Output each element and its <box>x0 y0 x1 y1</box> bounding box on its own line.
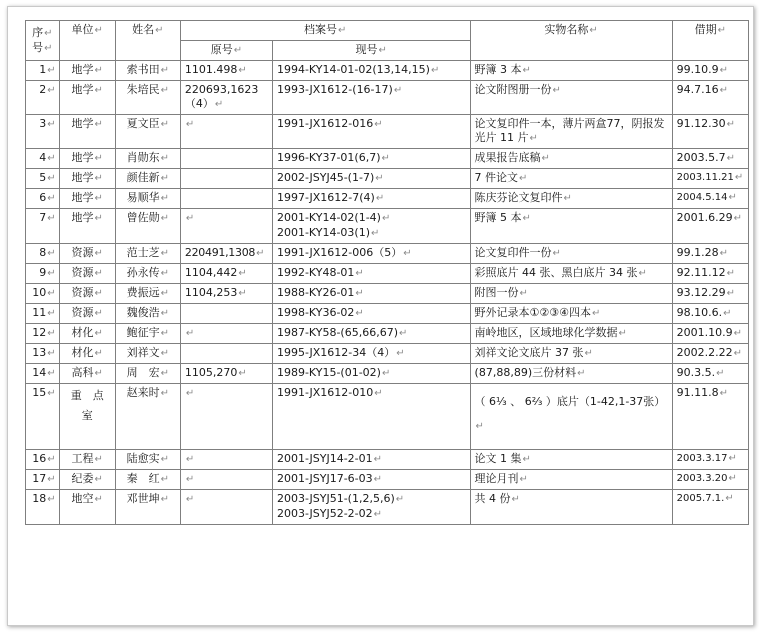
cell-unit: 地学↵ <box>59 149 115 169</box>
cell-loan-date: 2004.5.14↵ <box>672 189 748 209</box>
cell-current-no: 1997-JX1612-7(4)↵ <box>272 189 470 209</box>
cell-unit: 地学↵ <box>59 189 115 209</box>
cell-seq: 14↵ <box>26 364 60 384</box>
cell-item-name: 陈庆芬论文复印件↵ <box>470 189 672 209</box>
cell-name: 范士芝↵ <box>115 244 180 264</box>
cell-unit: 地学↵ <box>59 81 115 115</box>
header-archive-no: 档案号↵ <box>180 21 470 41</box>
cell-original-no: 1101.498↵ <box>180 61 272 81</box>
cell-seq: 9↵ <box>26 264 60 284</box>
cell-unit: 材化↵ <box>59 344 115 364</box>
table-row <box>26 450 749 470</box>
cell-name: 魏俊浩↵ <box>115 304 180 324</box>
cell-name: 邓世坤↵ <box>115 490 180 525</box>
header-loan-date: 借期↵ <box>672 21 748 61</box>
cell-current-no: 2001-KY14-02(1-4)↵ 2001-KY14-03(1)↵ <box>272 209 470 244</box>
cell-item-name: (87,88,89)三份材料↵ <box>470 364 672 384</box>
cell-original-no: ↵ <box>180 115 272 149</box>
cell-unit: 地学↵ <box>59 169 115 189</box>
cell-seq: 7↵ <box>26 209 60 244</box>
cell-current-no: 2003-JSYJ51-(1,2,5,6)↵ 2003-JSYJ52-2-02↵ <box>272 490 470 525</box>
cell-item-name: 7 件论文↵ <box>470 169 672 189</box>
header-current-no: 现号↵ <box>272 41 470 61</box>
cell-original-no: ↵ <box>180 209 272 244</box>
cell-loan-date: 2003.5.7↵ <box>672 149 748 169</box>
table-row <box>26 364 749 384</box>
cell-original-no <box>180 344 272 364</box>
cell-seq: 11↵ <box>26 304 60 324</box>
cell-item-name: （ 6⅓ 、 6⅔ ）底片（1-42,1-37张）↵ <box>470 384 672 450</box>
cell-name: 费振远↵ <box>115 284 180 304</box>
cell-original-no: ↵ <box>180 490 272 525</box>
cell-name: 易顺华↵ <box>115 189 180 209</box>
table-body <box>26 61 749 525</box>
cell-unit: 材化↵ <box>59 324 115 344</box>
cell-item-name: 论文复印件一本，薄片两盒77，阴报发光片 11 片↵ <box>470 115 672 149</box>
cell-loan-date: 99.1.28↵ <box>672 244 748 264</box>
cell-current-no: 1995-JX1612-34（4）↵ <box>272 344 470 364</box>
cell-seq: 6↵ <box>26 189 60 209</box>
table-row <box>26 115 749 149</box>
cell-unit: 资源↵ <box>59 264 115 284</box>
cell-name: 周 宏↵ <box>115 364 180 384</box>
cell-current-no: 1994-KY14-01-02(13,14,15)↵ <box>272 61 470 81</box>
table-row <box>26 324 749 344</box>
table-row <box>26 304 749 324</box>
cell-original-no: 1104,442↵ <box>180 264 272 284</box>
cell-loan-date: 2002.2.22↵ <box>672 344 748 364</box>
cell-current-no: 2002-JSYJ45-(1-7)↵ <box>272 169 470 189</box>
cell-name: 曾佐勋↵ <box>115 209 180 244</box>
table-row <box>26 264 749 284</box>
cell-current-no: 2001-JSYJ14-2-01↵ <box>272 450 470 470</box>
cell-unit: 资源↵ <box>59 284 115 304</box>
cell-seq: 18↵ <box>26 490 60 525</box>
cell-item-name: 理论月刊↵ <box>470 470 672 490</box>
cell-item-name: 野外记录本①②③④四本↵ <box>470 304 672 324</box>
cell-unit: 资源↵ <box>59 244 115 264</box>
cell-loan-date: 98.10.6.↵ <box>672 304 748 324</box>
cell-unit: 工程↵ <box>59 450 115 470</box>
cell-item-name: 附图一份↵ <box>470 284 672 304</box>
cell-loan-date: 94.7.16↵ <box>672 81 748 115</box>
cell-loan-date: 2001.10.9↵ <box>672 324 748 344</box>
cell-original-no <box>180 304 272 324</box>
header-original-no: 原号↵ <box>180 41 272 61</box>
cell-unit: 地空↵ <box>59 490 115 525</box>
document-page <box>7 6 754 626</box>
table-row <box>26 344 749 364</box>
cell-loan-date: 2003.3.17↵ <box>672 450 748 470</box>
cell-loan-date: 90.3.5.↵ <box>672 364 748 384</box>
table-header <box>26 21 749 61</box>
cell-seq: 16↵ <box>26 450 60 470</box>
cell-loan-date: 91.11.8↵ <box>672 384 748 450</box>
cell-original-no: ↵ <box>180 450 272 470</box>
cell-unit: 地学↵ <box>59 61 115 81</box>
cell-current-no: 1991-JX1612-010↵ <box>272 384 470 450</box>
table-row <box>26 209 749 244</box>
cell-seq: 17↵ <box>26 470 60 490</box>
cell-item-name: 成果报告底稿↵ <box>470 149 672 169</box>
cell-original-no: ↵ <box>180 324 272 344</box>
cell-unit: 重 点 室 <box>59 384 115 450</box>
cell-loan-date: 2005.7.1.↵ <box>672 490 748 525</box>
cell-name: 刘祥文↵ <box>115 344 180 364</box>
cell-original-no: 220693,1623（4）↵ <box>180 81 272 115</box>
cell-current-no: 1998-KY36-02↵ <box>272 304 470 324</box>
cell-seq: 13↵ <box>26 344 60 364</box>
header-item-name: 实物名称↵ <box>470 21 672 61</box>
cell-unit: 高科↵ <box>59 364 115 384</box>
cell-current-no: 1992-KY48-01↵ <box>272 264 470 284</box>
cell-current-no: 1991-JX1612-006（5）↵ <box>272 244 470 264</box>
cell-seq: 4↵ <box>26 149 60 169</box>
cell-current-no: 2001-JSYJ17-6-03↵ <box>272 470 470 490</box>
loan-record-table <box>25 20 749 525</box>
table-row <box>26 189 749 209</box>
cell-seq: 3↵ <box>26 115 60 149</box>
cell-loan-date: 99.10.9↵ <box>672 61 748 81</box>
cell-name: 颜佳新↵ <box>115 169 180 189</box>
table-row <box>26 490 749 525</box>
cell-seq: 2↵ <box>26 81 60 115</box>
cell-current-no: 1989-KY15-(01-02)↵ <box>272 364 470 384</box>
cell-name: 索书田↵ <box>115 61 180 81</box>
cell-seq: 12↵ <box>26 324 60 344</box>
cell-original-no: 1104,253↵ <box>180 284 272 304</box>
cell-unit: 纪委↵ <box>59 470 115 490</box>
cell-item-name: 野簿 5 本↵ <box>470 209 672 244</box>
cell-name: 夏文臣↵ <box>115 115 180 149</box>
cell-item-name: 南岭地区，区域地球化学数据↵ <box>470 324 672 344</box>
cell-original-no: ↵ <box>180 384 272 450</box>
cell-unit: 资源↵ <box>59 304 115 324</box>
cell-item-name: 论文复印件一份↵ <box>470 244 672 264</box>
cell-original-no: ↵ <box>180 470 272 490</box>
cell-loan-date: 91.12.30↵ <box>672 115 748 149</box>
cell-item-name: 论文附图册一份↵ <box>470 81 672 115</box>
table-row <box>26 61 749 81</box>
header-seq: 序↵ 号↵ <box>26 21 60 61</box>
cell-name: 陆愈实↵ <box>115 450 180 470</box>
cell-current-no: 1993-JX1612-(16-17)↵ <box>272 81 470 115</box>
cell-current-no: 1991-JX1612-016↵ <box>272 115 470 149</box>
cell-unit: 地学↵ <box>59 115 115 149</box>
cell-item-name: 论文 1 集↵ <box>470 450 672 470</box>
cell-name: 朱培民↵ <box>115 81 180 115</box>
table-row <box>26 384 749 450</box>
cell-item-name: 野簿 3 本↵ <box>470 61 672 81</box>
cell-loan-date: 2003.3.20↵ <box>672 470 748 490</box>
cell-original-no <box>180 189 272 209</box>
cell-original-no: 220491,1308↵ <box>180 244 272 264</box>
cell-current-no: 1987-KY58-(65,66,67)↵ <box>272 324 470 344</box>
table-row <box>26 470 749 490</box>
cell-seq: 1↵ <box>26 61 60 81</box>
cell-loan-date: 2003.11.21↵ <box>672 169 748 189</box>
cell-unit: 地学↵ <box>59 209 115 244</box>
cell-name: 鲍征宇↵ <box>115 324 180 344</box>
cell-item-name: 共 4 份↵ <box>470 490 672 525</box>
cell-seq: 15↵ <box>26 384 60 450</box>
header-name: 姓名↵ <box>115 21 180 61</box>
header-unit: 单位↵ <box>59 21 115 61</box>
cell-item-name: 刘祥文论文底片 37 张↵ <box>470 344 672 364</box>
cell-seq: 5↵ <box>26 169 60 189</box>
cell-name: 孙永传↵ <box>115 264 180 284</box>
cell-name: 赵来时↵ <box>115 384 180 450</box>
cell-original-no <box>180 149 272 169</box>
cell-name: 肖勋东↵ <box>115 149 180 169</box>
cell-original-no <box>180 169 272 189</box>
table-row <box>26 244 749 264</box>
cell-loan-date: 93.12.29↵ <box>672 284 748 304</box>
table-row <box>26 149 749 169</box>
cell-loan-date: 92.11.12↵ <box>672 264 748 284</box>
cell-item-name: 彩照底片 44 张、黑白底片 34 张↵ <box>470 264 672 284</box>
cell-name: 秦 红↵ <box>115 470 180 490</box>
cell-seq: 8↵ <box>26 244 60 264</box>
cell-loan-date: 2001.6.29↵ <box>672 209 748 244</box>
cell-original-no: 1105,270↵ <box>180 364 272 384</box>
table-row <box>26 284 749 304</box>
cell-current-no: 1988-KY26-01↵ <box>272 284 470 304</box>
cell-seq: 10↵ <box>26 284 60 304</box>
cell-current-no: 1996-KY37-01(6,7)↵ <box>272 149 470 169</box>
table-row <box>26 81 749 115</box>
table-row <box>26 169 749 189</box>
